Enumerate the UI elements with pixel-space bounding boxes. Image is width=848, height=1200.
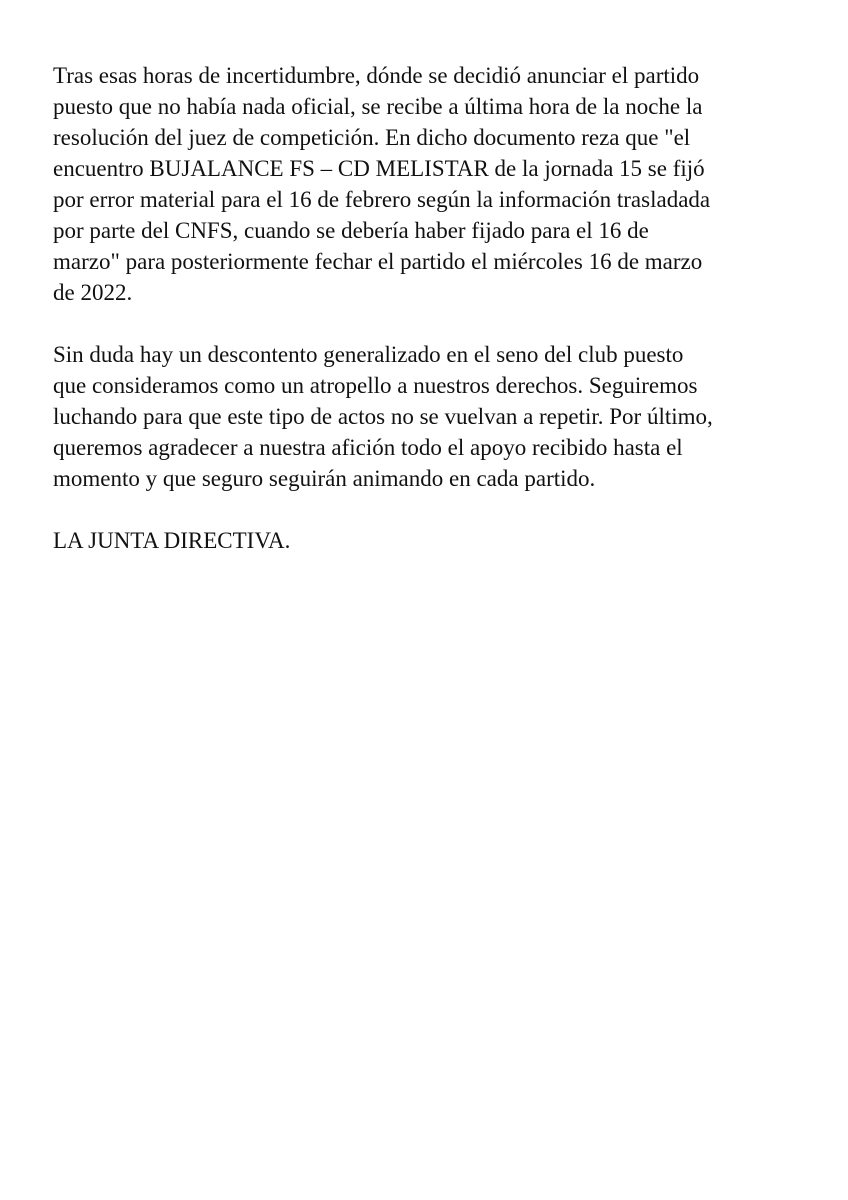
signature-paragraph [53, 525, 813, 556]
text-line: encuentro BUJALANCE FS – CD MELISTAR de la jornada 15 se fijó [53, 156, 705, 181]
text-line: momento y que seguro seguirán animando en cada partido. [53, 466, 596, 491]
text-line: luchando para que este tipo de actos no se vuelvan a repetir. Por último, [53, 404, 713, 429]
text-line: Tras esas horas de incertidumbre, dónde se decidió anunciar el partido [53, 63, 700, 88]
paragraph-2 [53, 339, 813, 494]
text-line: por parte del CNFS, cuando se debería haber fijado para el 16 de [53, 218, 649, 243]
paragraph-1 [53, 60, 813, 308]
text-line: resolución del juez de competición. En dicho documento reza que "el [53, 125, 691, 150]
text-line: queremos agradecer a nuestra afición todo el apoyo recibido hasta el [53, 435, 683, 460]
document-body [53, 60, 813, 587]
text-line: por error material para el 16 de febrero según la información trasladada [53, 187, 711, 212]
text-line: Sin duda hay un descontento generalizado en el seno del club puesto [53, 342, 684, 367]
text-line: puesto que no había nada oficial, se recibe a última hora de la noche la [53, 94, 703, 119]
text-line: que consideramos como un atropello a nuestros derechos. Seguiremos [53, 373, 698, 398]
signature-line: LA JUNTA DIRECTIVA. [53, 528, 291, 553]
text-line: marzo" para posteriormente fechar el partido el miércoles 16 de marzo [53, 249, 703, 274]
text-line: de 2022. [53, 280, 133, 305]
